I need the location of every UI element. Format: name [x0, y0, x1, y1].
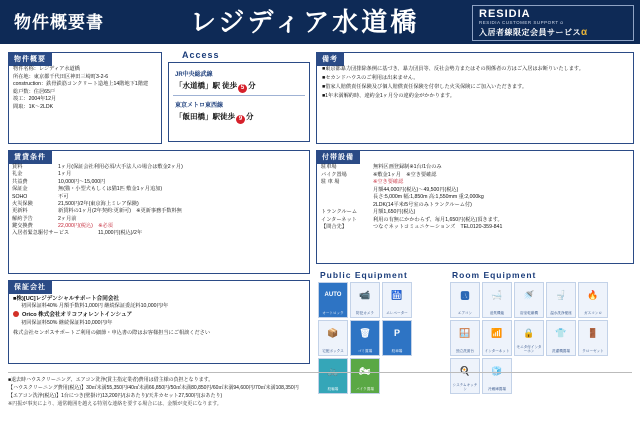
system-kitchen-caption: システムキッチン	[452, 383, 478, 392]
washlet-icon	[546, 282, 576, 318]
rent-row-value: 無(猫・小型犬もしくは猫1匹 敷金1ヶ月追加)	[58, 186, 163, 193]
badge-brand: RESIDIA	[479, 8, 531, 20]
room-equipment-heading: Room Equipment	[452, 270, 537, 280]
motorbike-parking-caption: バイク置場	[356, 387, 374, 392]
auto-lock-glyph: AUTO	[324, 292, 342, 298]
facilities-table	[321, 164, 629, 232]
rent-row-value: 21,500円/2年(東京海上ミレア保険)	[58, 200, 139, 207]
badge-main-label	[479, 27, 588, 38]
guarantee-company-1-detail: 初回保証料40% 月額手数料1,000円 継続保証委託料10,000円/年	[21, 303, 169, 310]
guarantee-company-section	[8, 280, 310, 364]
facilities-section	[316, 150, 634, 264]
footnote-item: 【エアコン洗浄(税込)】1台につき(壁掛け)13,200円/(おあたり)/天井カセット27,500円(おあたり)	[8, 393, 223, 399]
delivery-box-icon	[318, 320, 348, 356]
access-line1-label: JR中央総武線	[175, 72, 213, 78]
washlet-caption: 温水洗浄便座	[550, 311, 572, 316]
washlet-glyph: 🚽	[555, 289, 567, 300]
public-equipment-heading: Public Equipment	[320, 270, 408, 280]
elevator-glyph: 🛗	[391, 289, 403, 300]
air-conditioner-glyph: 🅰	[460, 290, 470, 301]
facility-row-label: 駐車場	[321, 164, 337, 170]
gas-stove-caption: ガスコンロ	[584, 311, 602, 316]
system-kitchen-glyph: 🍳	[459, 365, 471, 376]
table-row	[321, 209, 629, 217]
bicycle-parking-caption: 駐輪場	[327, 387, 339, 392]
gas-stove-icon	[578, 282, 608, 318]
fridge-space-caption: 冷蔵庫置場	[488, 387, 506, 392]
delivery-box-glyph: 📦	[327, 327, 339, 338]
rent-row-value: 1ヶ月(保証会社利用必須/大手法人の場合は敷金2ヶ月)	[58, 164, 183, 170]
remarks-item: ■借家人賠償責任保険及び個人賠償責任保険を付帯した火災保険にご加入いただきます。	[322, 83, 528, 90]
table-row	[12, 186, 306, 193]
intercom-monitor-caption: モニタ付インターホン	[516, 345, 542, 354]
remarks-item: ■セカンドハウスのご利用は出来ません。	[322, 74, 419, 81]
facility-row-value: つなぐネットコミュニケーションズ TEL0120-359-841	[373, 224, 503, 231]
table-row	[12, 171, 306, 178]
table-row	[321, 187, 629, 195]
access-line1-unit: 分	[248, 81, 256, 90]
table-row	[321, 194, 629, 202]
garbage-area-caption: ゴミ置場	[357, 349, 373, 354]
internet-glyph: 📶	[491, 327, 503, 338]
security-camera-icon	[350, 282, 380, 318]
property-outline-title: 物件概要	[8, 52, 52, 66]
footnote-item: ■退去時ハウスクリーニング、エアコン洗浄(賃主指定業者)費用は借主様の負担となります。	[8, 377, 214, 383]
access-line2-station	[175, 111, 254, 124]
access-heading: Access	[182, 50, 220, 60]
closet-glyph: 🚪	[587, 327, 599, 338]
table-row	[12, 164, 306, 171]
intercom-monitor-glyph: 🔒	[523, 327, 535, 338]
footnotes-divider	[8, 372, 632, 373]
gas-stove-glyph: 🔥	[587, 289, 599, 300]
facility-row-value: ※空き要確認	[373, 179, 404, 186]
document-header	[0, 0, 640, 44]
access-line1-station	[175, 80, 256, 93]
outline-row: 所在地：東京都千代田区神田三崎町3-2-6	[13, 73, 109, 80]
remarks-item: ■1年未満解約時、違約金1ヶ月分の違約金がかかります。	[322, 92, 455, 99]
facility-row-label: インターネット	[321, 216, 357, 223]
footnote-item: 【ハウスクリーニング費用(税込)】30㎡未満55,350円/40㎡未満66,850円/50㎡未満80,850円/60㎡未満94,600円/70㎡未満108,350円	[8, 385, 299, 391]
facility-row-label: バイク置場	[321, 171, 347, 178]
facility-row-value: 長さ:5,000m 幅:1,850m 高:1,550mm 重:2,000kg	[373, 194, 484, 201]
access-line2-minutes: 9	[236, 115, 245, 124]
washer-space-caption: 洗濯機置場	[552, 349, 570, 354]
reheating-bath-caption: 追焚機能	[489, 311, 505, 316]
guarantee-company-1: ■株)[UC]レジデンシャルサポート合同会社	[13, 296, 120, 302]
outline-row: 間取：1K～2LDK	[13, 103, 54, 110]
bathroom-dryer-glyph: 🚿	[523, 289, 535, 300]
guarantee-note: 株式会社センボスサポートご利用の細節・申込書の際はお客様担当にご相談ください	[13, 330, 211, 337]
remarks-section	[316, 52, 634, 144]
badge-main-text: 入居者線限定会員サービス	[479, 28, 581, 37]
rent-row-label: 解約予告	[12, 215, 33, 222]
property-outline-section	[8, 52, 162, 144]
reheating-bath-glyph: 🛁	[491, 289, 503, 300]
property-outline-list	[13, 66, 159, 111]
bathroom-dryer-caption: 浴室乾燥機	[520, 311, 538, 316]
table-row	[12, 208, 306, 215]
badge-subtitle: RESIDIA CUSTOMER SUPPORT α	[479, 20, 564, 25]
guarantee-company-title: 保証会社	[8, 280, 52, 294]
remarks-item: ■東京都暴力団排除条例に基づき、暴力団員等、反社会勢力またはその関係者の方はご入居はお断りいたします。	[322, 66, 584, 72]
rent-row-value: 不可	[58, 193, 69, 200]
table-row	[321, 224, 629, 232]
security-camera-glyph: 📹	[359, 289, 371, 300]
table-row	[12, 230, 306, 237]
table-row	[321, 172, 629, 180]
fridge-space-glyph: 🧊	[491, 365, 503, 376]
facility-row-value: ※敷金1ヶ月 ※空き要確認	[373, 171, 437, 178]
table-row	[321, 179, 629, 187]
rent-row-value: 22,000円(税込) ※必須	[58, 223, 113, 229]
outline-row: construction：鉄骨鉄筋コンクリート造地上14階地下1階建	[13, 81, 149, 88]
facility-row-value: 無料区画登録制※1台/1台のみ	[373, 164, 442, 170]
table-row	[12, 216, 306, 223]
facility-row-label	[321, 194, 373, 202]
rent-row-label: 入居者緊急駆付サービス	[12, 230, 70, 237]
guarantee-company-2-text: Orico 株式会社オリコフォレントインシュア	[22, 312, 133, 319]
rent-row-label: 保証金	[12, 186, 28, 193]
badge-alpha-symbol: α	[581, 27, 588, 38]
rent-row-label: SOHO	[12, 193, 28, 200]
access-line1-minutes: 5	[238, 84, 247, 93]
table-row	[321, 202, 629, 210]
remarks-title: 備考	[316, 52, 344, 66]
rent-row-value: 11,000円(税込)/2年	[98, 230, 143, 237]
garbage-area-glyph: 🗑	[359, 327, 371, 338]
rent-conditions-section	[8, 150, 310, 274]
elevator-caption: エレベーター	[386, 311, 408, 316]
closet-caption: クローゼット	[582, 349, 604, 354]
auto-lock-icon	[318, 282, 348, 318]
parking-caption: 駐車場	[391, 349, 403, 354]
facility-row-value: 2LDK(14平米/5号室のみトランクルーム付)	[373, 201, 472, 208]
auto-lock-caption: オートロック	[322, 311, 344, 316]
outline-row: 総戸数：住居65戸	[13, 88, 56, 95]
vanity-glyph: 🪟	[459, 327, 471, 338]
guarantee-company-2-detail: 初回保証料50% 継続保証料10,000円/年	[21, 319, 113, 326]
remarks-list	[322, 65, 628, 100]
air-conditioner-caption: エアコン	[457, 311, 473, 316]
orico-logo-icon	[13, 311, 19, 317]
intercom-monitor-icon	[514, 320, 544, 356]
facility-row-label: トランクルーム	[321, 209, 358, 216]
air-conditioner-icon	[450, 282, 480, 318]
outline-row: 竣工：2004年12月	[13, 96, 57, 103]
outline-row: 物件名称：レジディア水道橋	[13, 66, 80, 72]
access-line2-unit: 分	[246, 112, 254, 121]
access-section	[168, 62, 310, 142]
parking-glyph: P	[393, 328, 400, 338]
garbage-area-icon	[350, 320, 380, 356]
vanity-caption: 独立洗面台	[456, 349, 474, 354]
reheating-bath-icon	[482, 282, 512, 318]
facilities-title: 付帯設備	[316, 150, 360, 164]
rent-row-label: 礼金	[12, 171, 23, 178]
rent-row-label: 賃料	[12, 164, 23, 170]
rent-conditions-title: 賃貸条件	[8, 150, 52, 164]
bicycle-parking-glyph: 🚲	[327, 365, 339, 376]
security-camera-caption: 防犯カメラ	[356, 311, 374, 316]
facility-row-value: 利用の有無にかかわらず、毎月1,650円(税込)頂きます。	[373, 216, 503, 223]
access-line2-station-text: 「飯田橋」駅徒歩	[175, 112, 235, 121]
internet-caption: インターネット	[484, 349, 510, 354]
vanity-icon	[450, 320, 480, 356]
washer-space-glyph: 👕	[555, 327, 567, 338]
guarantee-company-body	[13, 295, 305, 338]
footnote-item: ※円振が事実により、通常範囲を越える特別な連絡を要する場合には、金額が変更になります。	[8, 401, 222, 407]
internet-icon	[482, 320, 512, 356]
table-row	[321, 164, 629, 172]
table-row	[12, 194, 306, 201]
facility-row-value: 月額44,000円(税込)～49,500円(税込)	[373, 186, 459, 193]
rent-row-value: 新賃料の1ヶ月(2年契約:更新可) ※更新事務手数料無	[58, 208, 182, 215]
residia-service-badge	[472, 5, 634, 41]
motorbike-parking-glyph: 🏍	[359, 365, 371, 376]
access-line2-label: 東京メトロ東西線	[175, 103, 224, 109]
delivery-box-caption: 宅配ボックス	[322, 349, 344, 354]
closet-icon	[578, 320, 608, 356]
elevator-icon	[382, 282, 412, 318]
guarantee-company-2	[13, 311, 305, 319]
rent-row-label: 鍵交換費	[12, 223, 33, 229]
rent-row-label: 更新料	[12, 208, 28, 215]
rent-row-value: 10,000円～15,000円	[58, 178, 106, 185]
facility-row-label	[321, 187, 373, 195]
rent-row-value: 2ヶ月前	[58, 215, 77, 222]
footnotes-section	[8, 376, 632, 408]
facility-row-value: 月額1,650円(税込)	[373, 209, 416, 216]
access-line1-station-text: 「水道橋」駅 徒歩	[175, 81, 238, 90]
washer-space-icon	[546, 320, 576, 356]
facility-row-label: 【問合先】	[321, 224, 347, 231]
bathroom-dryer-icon	[514, 282, 544, 318]
access-divider	[173, 95, 305, 96]
property-name-title: レジディア水道橋	[190, 7, 420, 37]
rent-row-label: 共益費	[12, 178, 28, 185]
facility-row-label: 駐 車 場	[321, 179, 340, 186]
rent-row-value: 1ヶ月	[58, 171, 72, 178]
rent-row-label: 火災保険	[12, 200, 33, 207]
parking-icon	[382, 320, 412, 356]
rent-conditions-table	[12, 164, 306, 238]
document-title: 物件概要書	[14, 13, 104, 32]
